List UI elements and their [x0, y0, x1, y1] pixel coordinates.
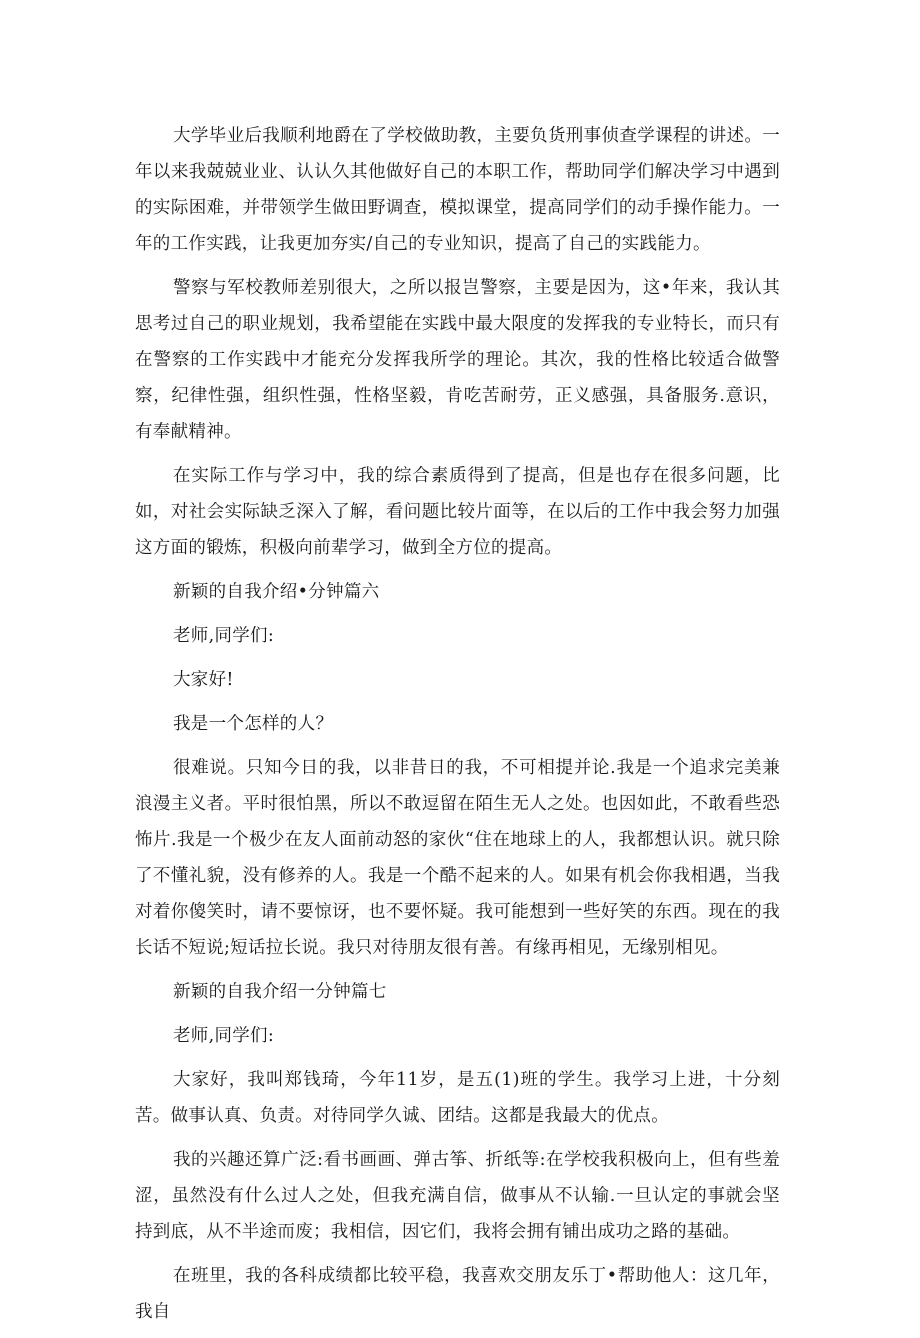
paragraph-interests: 我的兴趣还算广泛:看书画画、弹古筝、折纸等:在学校我积极向上，但有些羞涩，虽然没有什么过人之处，但我充满自信，做事从不认输.一旦认定的事就会坚持到底，从不半途而废；我相信，因它们，我将会拥有铺出成功之路的基础。	[135, 1150, 780, 1242]
question-line: 我是一个怎样的人？	[173, 714, 334, 734]
salutation-line-2: 老师,同学们:	[173, 1026, 275, 1046]
paragraph-work-experience: 大学毕业后我顺利地爵在了学校做助教，主要负货刑事侦查学课程的讲述。一年以来我兢兢业业、认认久其他做好自己的本职工作，帮助同学们解决学习中遇到的实际困难，并带领学生做田野调查，模拟课堂，提高同学们的动手操作能力。一年的工作实践，让我更加夯实/自己的专业知识，提高了自己的实践能力。	[135, 126, 780, 254]
section-heading-six: 新颖的自我介绍•分钟篇六	[173, 582, 380, 602]
paragraph-police-career: 警察与军校教师差别很大，之所以报岂警察，主要是因为，这•年来，我认其思考过自己的职业规划，我希望能在实践中最大限度的发挥我的专业特长，而只有在警察的工作实践中才能充分发挥我所学的理论。其次，我的性格比较适合做警察，纪律性强，组织性强，性格坚毅，肯吃苦耐劳，正义感强，具备服务.意识，有奉献精神。	[135, 278, 780, 442]
section-heading-seven: 新颖的自我介绍一分钟篇七	[173, 982, 387, 1002]
paragraph-class-performance: 在班里，我的各科成绩都比较平稳，我喜欢交朋友乐丁•帮助他人：这几年，我自	[135, 1266, 780, 1322]
paragraph-improvement: 在实际工作与学习中，我的综合素质得到了提高，但是也存在很多问题，比如，对社会实际缺乏深入了解，看问题比较片面等，在以后的工作中我会努力加强这方面的锻炼，积极向前辈学习，做到全方位的提高。	[135, 466, 780, 558]
paragraph-intro-student: 大家好，我叫郑钱琦，今年11岁，是五(1)班的学生。我学习上进，十分刻苦。做事认真、负责。对待同学久诚、团结。这都是我最大的优点。	[135, 1070, 780, 1126]
greeting-line: 大家好!	[173, 670, 234, 690]
document-body	[135, 118, 780, 1338]
paragraph-self-description: 很难说。只知今日的我，以非昔日的我，不可相提并论.我是一个追求完美兼浪漫主义者。平时很怕黑，所以不敢逗留在陌生无人之处。也因如此，不敢看些恐怖片.我是一个极少在友人面前动怒的家伙“住在地球上的人，我都想认识。就只除了不懂礼貌，没有修养的人。我是一个酷不起来的人。如果有机会你我相遇，当我对着你傻笑时，请不要惊讶，也不要怀疑。我可能想到一些好笑的东西。现在的我长话不短说;短话拉长说。我只对待朋友很有善。有缘再相见，无缘别相见。	[135, 758, 780, 958]
salutation-line: 老师,同学们:	[173, 626, 275, 646]
